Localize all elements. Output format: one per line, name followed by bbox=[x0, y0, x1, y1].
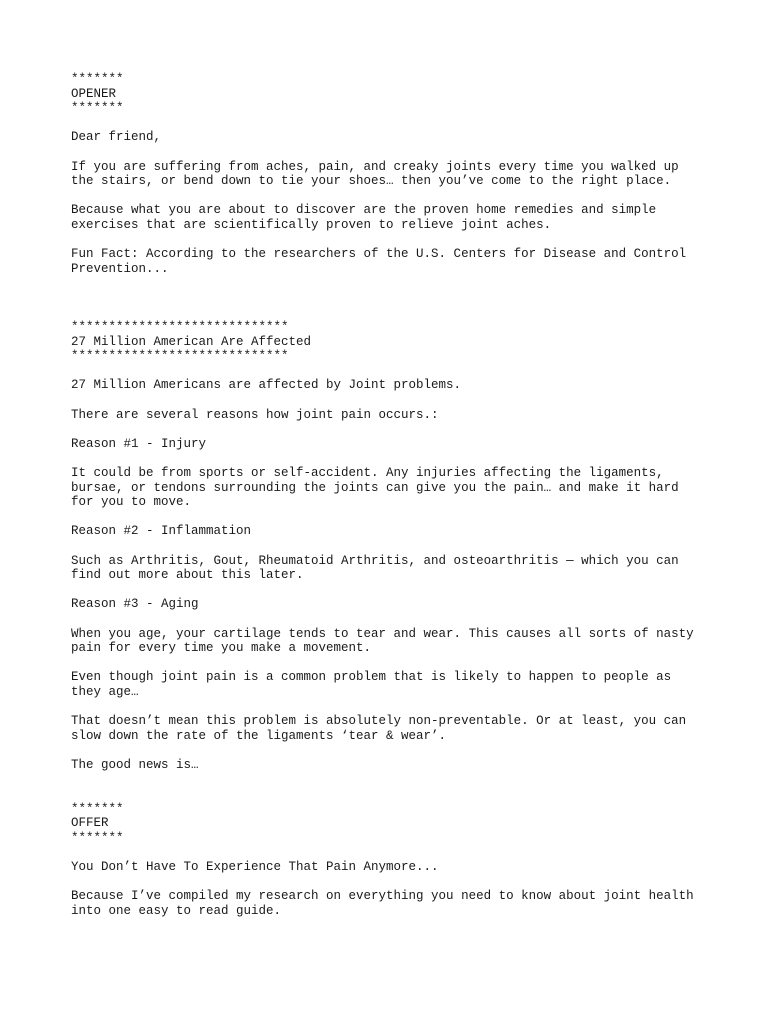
text-line: pain for every time you make a movement. bbox=[71, 641, 372, 656]
reason-3-body bbox=[71, 627, 731, 656]
text-line: That doesn’t mean this problem is absolutely non-preventable. Or at least, you can bbox=[71, 714, 687, 729]
opener-paragraph-3 bbox=[71, 247, 731, 276]
salutation-paragraph bbox=[71, 130, 731, 145]
text-line: There are several reasons how joint pain occurs.: bbox=[71, 407, 439, 422]
text-line: Because I’ve compiled my research on everything you need to know about joint health bbox=[71, 889, 694, 904]
text-line: It could be from sports or self-accident. Any injuries affecting the ligaments, bbox=[71, 466, 664, 481]
reason-1-body bbox=[71, 466, 731, 510]
text-line: bursae, or tendons surrounding the joints can give you the pain… and make it hard bbox=[71, 480, 679, 495]
text-line: You Don’t Have To Experience That Pain Anymore... bbox=[71, 860, 439, 875]
salutation: Dear friend, bbox=[71, 130, 162, 145]
opener-heading: OPENER bbox=[71, 86, 117, 101]
opener-section-header bbox=[71, 72, 731, 116]
affected-paragraph-2 bbox=[71, 408, 731, 423]
text-line: Reason #2 - Inflammation bbox=[71, 524, 252, 539]
text-line: The good news is… bbox=[71, 757, 199, 772]
text-line: for you to move. bbox=[71, 495, 192, 510]
affected-stars-bottom: ***************************** bbox=[71, 349, 289, 364]
affected-section-header bbox=[71, 320, 731, 364]
text-line: When you age, your cartilage tends to tear and wear. This causes all sorts of nasty bbox=[71, 626, 694, 641]
text-line: exercises that are scientifically proven to relieve joint aches. bbox=[71, 217, 552, 232]
text-line: Reason #3 - Aging bbox=[71, 597, 199, 612]
affected-paragraph-3 bbox=[71, 670, 731, 699]
offer-heading: OFFER bbox=[71, 816, 109, 831]
text-line: they age… bbox=[71, 684, 139, 699]
opener-paragraph-2 bbox=[71, 203, 731, 232]
text-line: If you are suffering from aches, pain, and creaky joints every time you walked up bbox=[71, 159, 679, 174]
opener-stars-bottom: ******* bbox=[71, 101, 124, 116]
affected-heading: 27 Million American Are Affected bbox=[71, 334, 312, 349]
text-line: Even though joint pain is a common problem that is likely to happen to people as bbox=[71, 670, 672, 685]
reason-1-title bbox=[71, 437, 731, 452]
reason-3-title bbox=[71, 597, 731, 612]
offer-stars-top: ******* bbox=[71, 801, 124, 816]
offer-paragraph-1 bbox=[71, 860, 731, 875]
offer-stars-bottom: ******* bbox=[71, 830, 124, 845]
affected-paragraph-1 bbox=[71, 378, 731, 393]
affected-paragraph-4 bbox=[71, 714, 731, 743]
text-line: Reason #1 - Injury bbox=[71, 436, 207, 451]
offer-section-header bbox=[71, 802, 731, 846]
text-line: slow down the rate of the ligaments ‘tear & wear’. bbox=[71, 728, 447, 743]
document-page bbox=[71, 72, 731, 918]
affected-stars-top: ***************************** bbox=[71, 320, 289, 335]
text-line: find out more about this later. bbox=[71, 568, 304, 583]
affected-paragraph-5 bbox=[71, 758, 731, 773]
reason-2-title bbox=[71, 524, 731, 539]
opener-paragraph-1 bbox=[71, 160, 731, 189]
text-line: Such as Arthritis, Gout, Rheumatoid Arthritis, and osteoarthritis — which you can bbox=[71, 553, 679, 568]
offer-paragraph-2 bbox=[71, 889, 731, 918]
text-line: 27 Million Americans are affected by Joint problems. bbox=[71, 378, 462, 393]
text-line: Fun Fact: According to the researchers of the U.S. Centers for Disease and Control bbox=[71, 247, 687, 262]
text-line: into one easy to read guide. bbox=[71, 903, 282, 918]
reason-2-body bbox=[71, 554, 731, 583]
text-line: Because what you are about to discover are the proven home remedies and simple bbox=[71, 203, 657, 218]
opener-stars-top: ******* bbox=[71, 72, 124, 86]
text-line: Prevention... bbox=[71, 261, 169, 276]
text-line: the stairs, or bend down to tie your shoes… then you’ve come to the right place. bbox=[71, 174, 672, 189]
